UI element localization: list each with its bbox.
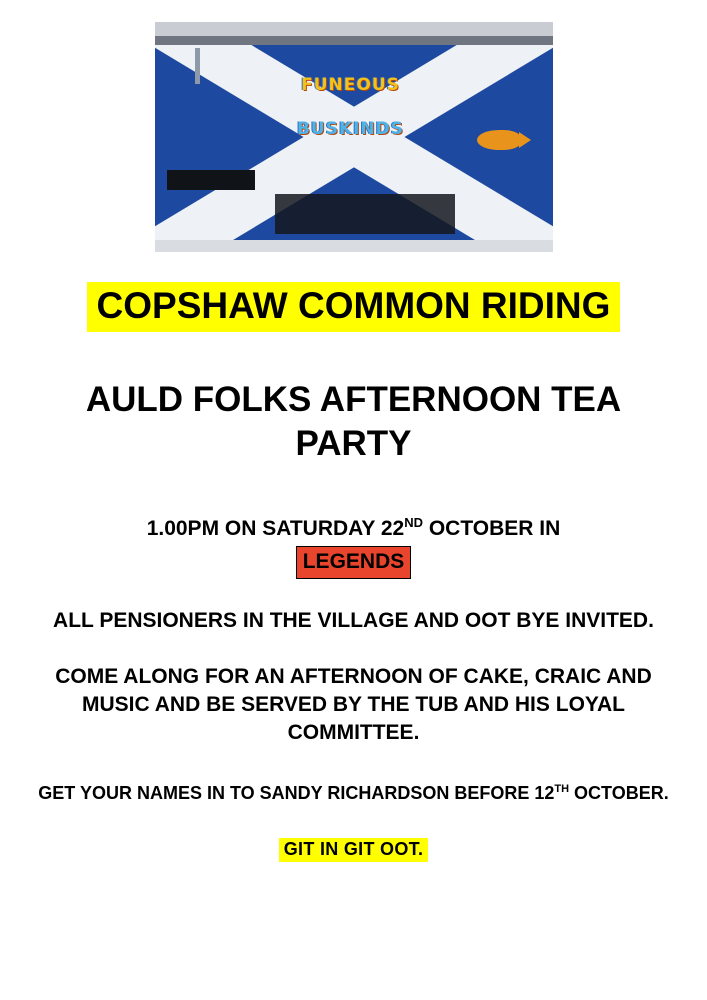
date-ordinal: ND: [404, 515, 424, 530]
banner-lettering: [251, 52, 451, 140]
rsvp-suffix: OCTOBER.: [569, 783, 669, 803]
rsvp-paragraph: [34, 777, 674, 806]
banner-line-2: BUSKINDS: [296, 119, 405, 139]
datetime-suffix: OCTOBER IN: [423, 517, 561, 540]
photo-dark-patch-left: [167, 170, 255, 190]
event-subtitle: AULD FOLKS AFTERNOON TEA PARTY: [85, 380, 622, 463]
fish-icon: [477, 130, 521, 150]
datetime-prefix: 1.00PM ON SATURDAY 22: [146, 517, 405, 540]
details-paragraph: COME ALONG FOR AN AFTERNOON OF CAKE, CRAIC AND MUSIC AND BE SERVED BY THE TUB AND HIS LOYAL COMMITTEE.: [55, 665, 652, 744]
rsvp-ordinal: TH: [554, 783, 570, 795]
banner-line-1: FUNEOUS: [301, 75, 400, 95]
photo-dark-patch-bottom: [275, 194, 455, 234]
rsvp-prefix: GET YOUR NAMES IN TO SANDY RICHARDSON BEFORE 12: [38, 783, 555, 803]
page-title: COPSHAW COMMON RIDING: [87, 282, 621, 332]
photo-top-shadow: [155, 36, 553, 45]
flag-pole-icon: [195, 48, 200, 84]
photo-top-edge: [155, 22, 553, 36]
invite-paragraph: ALL PENSIONERS IN THE VILLAGE AND OOT BYE INVITED.: [53, 609, 654, 632]
venue-badge: LEGENDS: [296, 546, 412, 579]
flag-photo: [155, 22, 553, 252]
photo-bottom-edge: [155, 240, 553, 252]
event-datetime: [29, 508, 679, 579]
footer-slogan: GIT IN GIT OOT.: [279, 838, 429, 862]
